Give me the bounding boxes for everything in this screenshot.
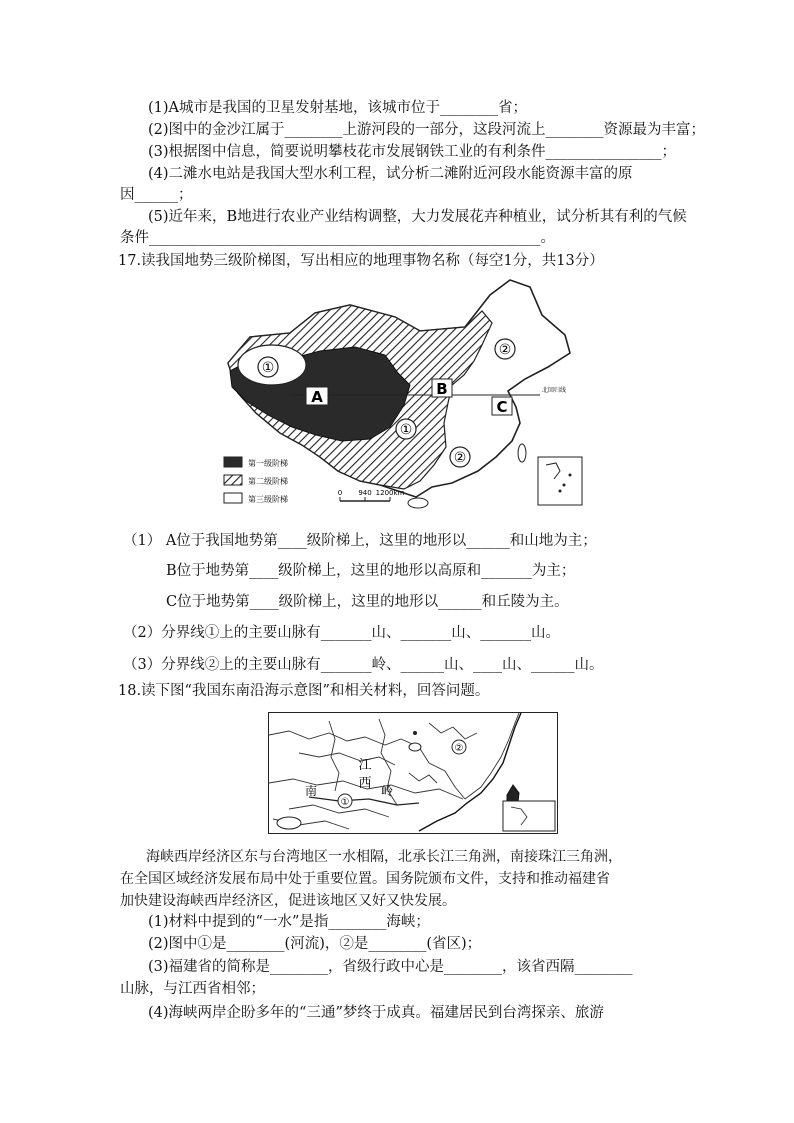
scale-end: 1200km	[375, 489, 405, 497]
map2-label-nan: 南	[304, 784, 318, 798]
map-label-tropic: 北回归线	[542, 387, 567, 394]
southeast-coast-map	[268, 712, 558, 834]
q18-line-4: 山脉，与江西省相邻；	[120, 981, 265, 997]
q18-line-5: (4)海峡两岸企盼多年的“三通”梦终于成真。福建居民到台湾探亲、旅游	[148, 1005, 604, 1021]
q16-line-4: (4)二滩水电站是我国大型水利工程，试分析二滩附近河段水能资源丰富的原	[148, 166, 633, 182]
map-label-b: B	[436, 380, 448, 398]
legend-step-1: 第一级阶梯	[248, 459, 288, 468]
passage-line-3: 加快建设海峡西岸经济区，促进该地区又好又快发展。	[120, 893, 456, 909]
passage-line-2: 在全国区域经济发展布局中处于重要位置。国务院颁布文件，支持和推动福建省	[120, 871, 610, 887]
q16-line-1: (1)A城市是我国的卫星发射基地，该城市位于________省；	[148, 100, 528, 116]
scale-mid: 940	[358, 489, 372, 497]
map-label-c: C	[496, 398, 508, 416]
map2-label-ling: 岭	[380, 784, 394, 798]
q17-line-5: （3）分界线②上的主要山脉有_______岭、______山、____山、______山。	[123, 657, 604, 673]
map-label-1-top: ①	[261, 360, 275, 376]
map-label-2-bottom: ②	[453, 450, 467, 466]
q16-line-3: (3)根据图中信息，简要说明攀枝花市发展钢铁工业的有利条件________________；	[148, 144, 677, 160]
q17-line-4: （2）分界线①上的主要山脉有_______山、_______山、_______山。	[123, 625, 560, 641]
map2-label-xi: 西	[358, 776, 372, 791]
q16-line-5: 因______；	[120, 187, 193, 203]
terrain-steps-map	[220, 275, 590, 510]
q17-line-2: B位于地势第____级阶梯上，这里的地形以高原和_______为主；	[166, 563, 576, 579]
q18-title: 18.读下图“我国东南沿海示意图”和相关材料，回答问题。	[118, 683, 490, 699]
q18-line-3: (3)福建省的简称是________，省级行政中心是________，该省西隔________	[148, 959, 633, 975]
q16-line-2: (2)图中的金沙江属于________上游河段的一部分，这段河流上________资源最为丰富；	[148, 122, 706, 138]
passage-line-1: 海峡西岸经济区东与台湾地区一水相隔，北承长江三角洲，南接珠江三角洲，	[146, 849, 622, 865]
q16-line-6: (5)近年来，B地进行农业产业结构调整，大力发展花卉种植业，试分析其有利的气候	[148, 209, 687, 225]
map-label-2-top: ②	[498, 342, 512, 358]
q17-line-3: C位于地势第____级阶梯上，这里的地形以______和丘陵为主。	[166, 594, 569, 610]
material-passage	[120, 846, 680, 912]
q17-line-1: （1） A位于我国地势第____级阶梯上，这里的地形以______和山地为主；	[123, 533, 597, 549]
legend-step-2: 第二级阶梯	[248, 477, 288, 486]
scale-0: 0	[337, 489, 343, 497]
map-label-a: A	[311, 388, 323, 406]
map2-label-2: ②	[454, 743, 464, 754]
q17-title: 17.读我国地势三级阶梯图，写出相应的地理事物名称（每空1分，共13分）	[118, 253, 604, 269]
legend-step-3: 第三级阶梯	[248, 495, 288, 504]
map-label-1-bottom: ①	[399, 422, 413, 438]
q18-line-2: (2)图中①是________(河流)，②是________(省区)；	[148, 936, 482, 952]
map2-label-jiang: 江	[358, 758, 372, 773]
map2-label-1: ①	[340, 797, 350, 808]
q18-line-1: (1)材料中提到的“一水”是指________海峡；	[148, 914, 430, 930]
q16-line-7: 条件______________________________________________________。	[120, 230, 555, 246]
